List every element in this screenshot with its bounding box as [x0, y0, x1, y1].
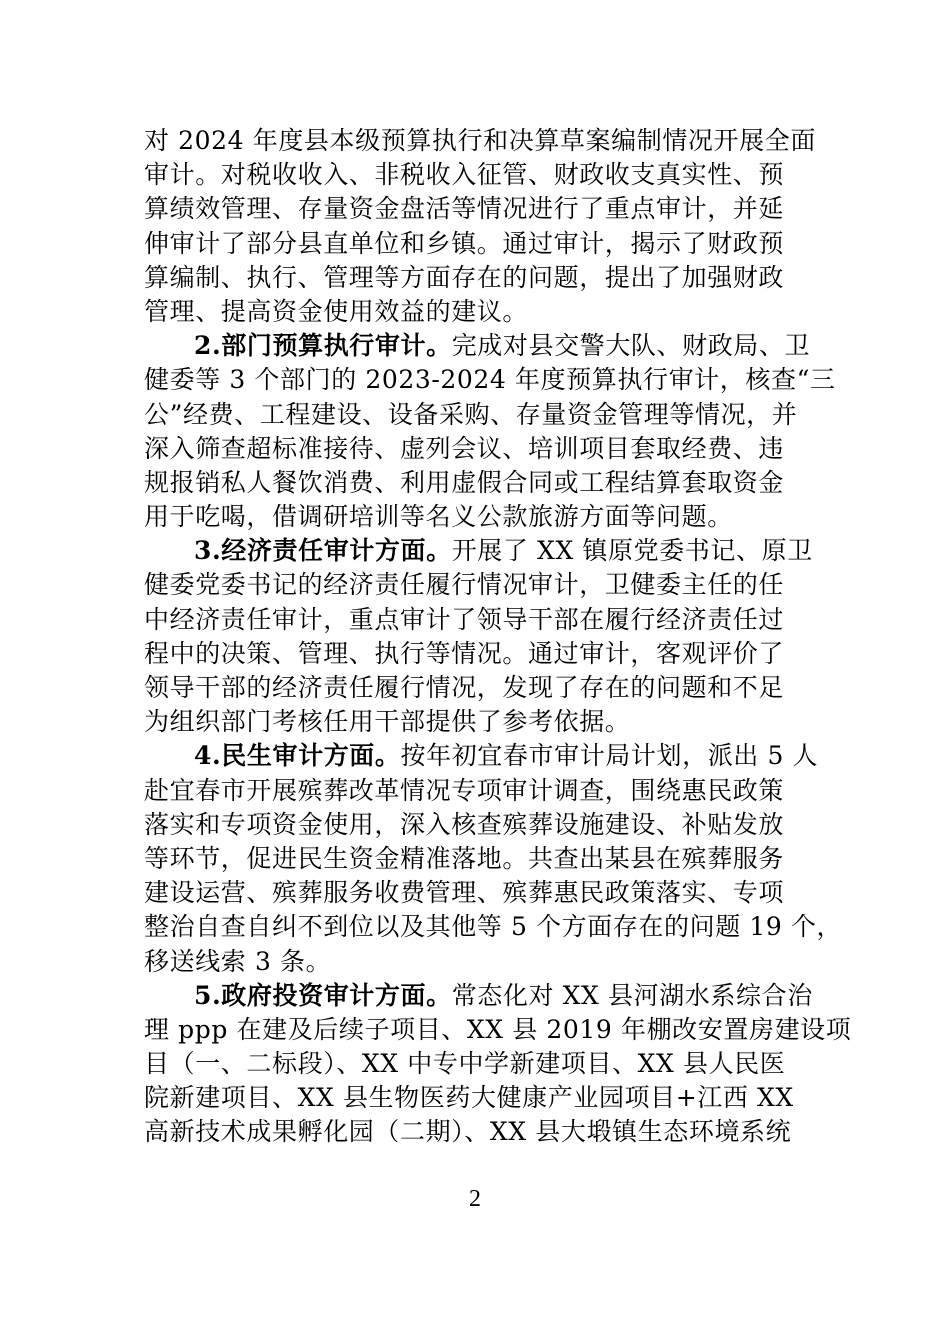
- text-line: 深入筛查超标准接待、虚列会议、培训项目套取经费、违: [144, 433, 785, 463]
- text-line: 用于吃喝，借调研培训等名义公款旅游方面等问题。: [144, 502, 733, 532]
- text-line: [144, 329, 844, 363]
- text-line: 中经济责任审计，重点审计了领导干部在履行经济责任过: [144, 604, 785, 634]
- text-line: 规报销私人餐饮消费、利用虚假合同或工程结算套取资金: [144, 467, 785, 497]
- text-run: 开展了 XX 镇原党委书记、原卫: [451, 536, 813, 566]
- paragraph-1: [144, 124, 844, 329]
- text-line: 领导干部的经济责任履行情况，发现了存在的问题和不足: [144, 673, 785, 702]
- text-line: 伸审计了部分县直单位和乡镇。通过审计，揭示了财政预: [144, 228, 785, 258]
- paragraph-5-government-investment-audit: [144, 979, 852, 1150]
- paragraph-3-economic-responsibility-audit: [144, 534, 844, 739]
- text-line: 移送线索 3 条。: [144, 946, 332, 976]
- section-heading: 2.部门预算执行审计。: [194, 331, 452, 361]
- text-line: 为组织部门考核任用干部提供了参考依据。: [144, 707, 631, 737]
- page-number: 2: [469, 1186, 481, 1212]
- text-line: 高新技术成果孵化园（二期）、XX 县大塅镇生态环境系统: [144, 1117, 792, 1147]
- text-line: 等环节，促进民生资金精准落地。共查出某县在殡葬服务: [144, 843, 785, 873]
- document-body: [144, 124, 852, 1150]
- text-run: 完成对县交警大队、财政局、卫: [451, 331, 811, 361]
- text-line: 程中的决策、管理、执行等情况。通过审计，客观评价了: [144, 638, 785, 668]
- text-line: [144, 534, 844, 568]
- paragraph-2-department-budget-audit: [144, 329, 844, 534]
- text-run: 常态化对 XX 县河湖水系综合治: [451, 980, 813, 1010]
- section-heading: 3.经济责任审计方面。: [194, 536, 452, 566]
- text-line: 审计。对税收收入、非税收入征管、财政收支真实性、预: [144, 160, 785, 190]
- text-line: 健委党委书记的经济责任履行情况审计，卫健委主任的任: [144, 570, 785, 600]
- text-run: 按年初宜春市审计局计划，派出 5 人: [400, 741, 819, 771]
- section-heading: 4.民生审计方面。: [194, 741, 401, 771]
- text-line: 目（一、二标段）、XX 中专中学新建项目、XX 县人民医: [144, 1049, 786, 1079]
- text-line: 整治自查自纠不到位以及其他等 5 个方面存在的问题 19 个，: [144, 912, 843, 942]
- paragraph-4-livelihood-audit: [144, 739, 844, 978]
- text-line: 算编制、执行、管理等方面存在的问题，提出了加强财政: [144, 262, 785, 292]
- text-line: 算绩效管理、存量资金盘活等情况进行了重点审计，并延: [144, 194, 785, 224]
- text-line: 管理、提高资金使用效益的建议。: [144, 296, 529, 326]
- text-line: 理 ppp 在建及后续子项目、XX 县 2019 年棚改安置房建设项: [144, 1014, 852, 1044]
- text-line: 公”经费、工程建设、设备采购、存量资金管理等情况，并: [144, 399, 798, 429]
- text-line: 赴宜春市开展殡葬改革情况专项审计调查，围绕惠民政策: [144, 775, 785, 805]
- text-line: 院新建项目、XX 县生物医药大健康产业园项目+江西 XX: [144, 1083, 794, 1113]
- text-line: [144, 979, 844, 1013]
- text-line: [144, 739, 844, 773]
- text-line: 建设运营、殡葬服务收费管理、殡葬惠民政策落实、专项: [144, 878, 785, 908]
- text-line: 健委等 3 个部门的 2023-2024 年度预算执行审计，核查“三: [144, 365, 836, 395]
- text-line: 落实和专项资金使用，深入核查殡葬设施建设、补贴发放: [144, 809, 785, 839]
- text-line: 对 2024 年度县本级预算执行和决算草案编制情况开展全面: [144, 126, 816, 155]
- section-heading: 5.政府投资审计方面。: [194, 980, 452, 1010]
